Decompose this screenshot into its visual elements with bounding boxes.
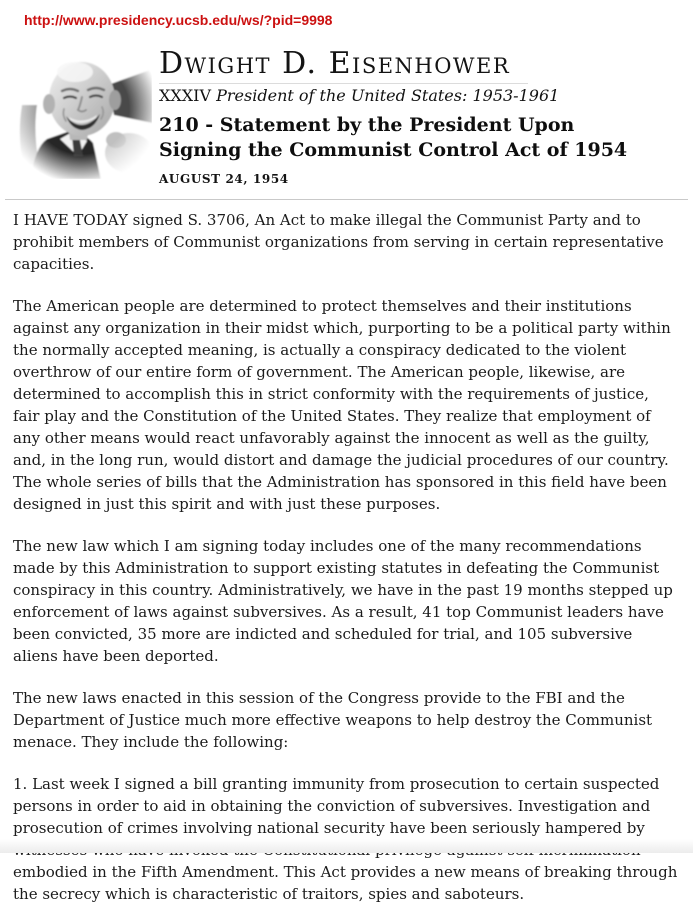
page-url-link[interactable]: http://www.presidency.ucsb.edu/ws/?pid=9998 — [24, 12, 333, 28]
paragraph-4: The new laws enacted in this session of the Congress provide to the FBI and the Department of Justice much more effective weapons to help destroy the Communist menace. They include the following: — [13, 689, 653, 751]
document-title: 210 - Statement by the President Upon Signing the Communist Control Act of 1954 — [159, 114, 628, 161]
source-url-bar — [0, 0, 693, 29]
header-text-block — [159, 41, 661, 186]
presidency-subtitle — [159, 86, 661, 105]
paragraph-3: The new law which I am signing today includes one of the many recommendations made by this Administration to support existing statutes in defeating the Communist conspiracy in this country. Administratively, we have in the past 19 months stepped up enforcement of laws against subversives. As a result, 41 top Communist leaders have been convicted, 35 more are indicted and scheduled for trial, and 105 subversive aliens have been deported. — [13, 537, 673, 665]
president-ordinal: XXXIV — [159, 86, 212, 105]
document-header — [0, 41, 693, 186]
presidency-subtitle-text: President of the United States: 1953-1961 — [216, 86, 560, 105]
paragraph-2: The American people are determined to protect themselves and their institutions against any organization in their midst which, purporting to be a political party within the normally accepted meaning, is actually a conspiracy dedicated to the violent overthrow of our entire form of government. The American people, likewise, are determined to accomplish this in strict conformity with the requirements of justice, fair play and the Constitution of the United States. They realize that employment of any other means would react unfavorably against the innocent as well as the guilty, and, in the long run, would distort and damage the judicial procedures of our country. The whole series of bills that the Administration has sponsored in this field have been designed in just this spirit and with just these purposes. — [13, 297, 671, 513]
document-body — [0, 200, 693, 905]
president-portrait — [12, 43, 152, 179]
document-date: AUGUST 24, 1954 — [159, 172, 289, 186]
paragraph-5: 1. Last week I signed a bill granting immunity from prosecution to certain suspected persons in order to aid in obtaining the conviction of subversives. Investigation and prosecution of crimes involving national security have been seriously hampered by witnesses who have invoked the Constitutional privilege against self-incrimination embodied in the Fifth Amendment. This Act provides a new means of breaking through the secrecy which is characteristic of traitors, spies and saboteurs. — [13, 775, 678, 903]
president-name-heading: Dwight D. Eisenhower — [159, 49, 528, 84]
paragraph-1: I HAVE TODAY signed S. 3706, An Act to make illegal the Communist Party and to prohibit members of Communist organizations from serving in certain representative capacities. — [13, 211, 664, 273]
eisenhower-portrait-photo — [12, 43, 152, 179]
